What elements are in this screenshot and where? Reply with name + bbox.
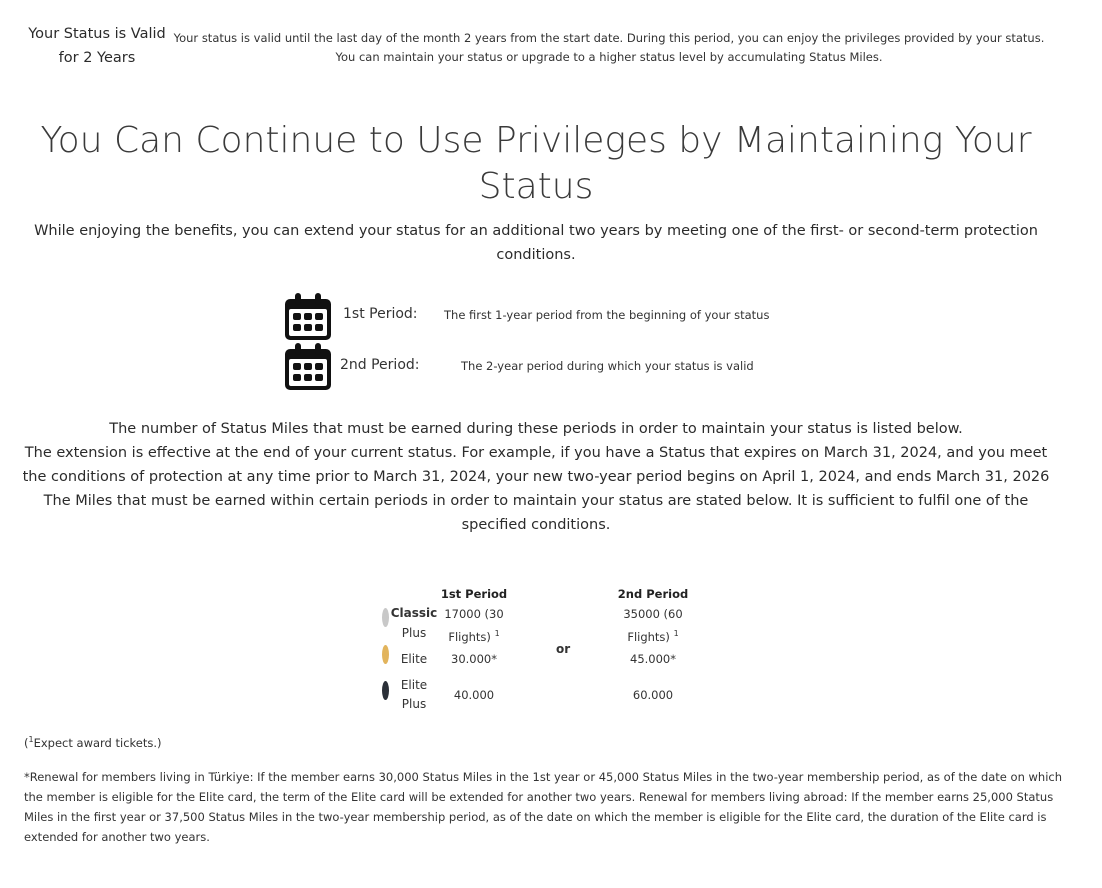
calendar-icon <box>282 292 334 342</box>
elite-plus-1st-period-value: 40.000 <box>453 688 495 702</box>
elite-plus-2nd-period-value: 60.000 <box>632 688 674 702</box>
renewal-footnote: *Renewal for members living in Türkiye: If the member earns 30,000 Status Miles in the 1st year or 45,000 Status Miles in the two-year membership period, as of the date on which the member is eligible for the Elite card, the term of the Elite card will be extended for another two years. Renewal for members living abroad: If the member earns 25,000 Status Miles in the first year or 37,500 Status Miles in the two-year membership period, as of the date on which the member is eligible for the Elite card, the duration of the Elite card is extended for another two years. <box>24 770 1063 844</box>
tier-name-elite: Elite <box>400 652 428 666</box>
calendar-icon <box>282 342 334 392</box>
elite-2nd-period-value: 45.000* <box>630 652 676 666</box>
tier-name-elite-plus: Elite Plus <box>400 678 428 711</box>
elite-1st-period-value: 30.000* <box>451 652 497 666</box>
award-ticket-note: ($^1$Expect award tickets.) <box>24 735 162 750</box>
period-1-description: The first 1-year period from the beginning of your status <box>444 308 770 322</box>
explanation-paragraph: The number of Status Miles that must be earned during these periods in order to maintain your status is listed below. <box>109 421 963 437</box>
status-validity-description: Your status is valid until the last day of the month 2 years from the start date. During this period, you can enjoy the privileges provided by your status. You can maintain your status or upgrade to a higher status level by accumulating Status Miles. <box>173 31 1045 64</box>
table-header-1st-period: 1st Period <box>440 587 508 601</box>
explanation-paragraph: The extension is effective at the end of your current status. For example, if you have a Status that expires on March 31, 2024, and you meet the conditions of protection at any time prior to March 31, 2024, your new two-year period begins on April 1, 2024, and ends March 31, 2026 <box>22 445 1050 485</box>
period-2-description: The 2-year period during which your status is valid <box>461 359 754 373</box>
explanation-paragraph: The Miles that must be earned within certain periods in order to maintain your status are stated below. It is sufficient to fulfil one of the specified conditions. <box>43 493 1029 533</box>
page-subtitle: While enjoying the benefits, you can extend your status for an additional two years by meeting one of the first- or second-term protection conditions. <box>34 223 1038 263</box>
classic-plus-2nd-period-value: 35000 (60 Flights) $^1$ <box>623 607 683 644</box>
elite-plus-tier-dot <box>382 681 389 700</box>
classic-plus-1st-period-value: 17000 (30 Flights) $^1$ <box>444 607 504 644</box>
status-validity-title: Your Status is Valid for 2 Years <box>28 26 166 66</box>
period-1-label: 1st Period: <box>343 306 418 322</box>
tier-name-classic-plus: Classic Plus <box>390 606 438 640</box>
table-header-2nd-period: 2nd Period <box>617 587 689 601</box>
period-2-label: 2nd Period: <box>340 357 420 373</box>
page-title: You Can Continue to Use Privileges by Maintaining Your Status <box>40 120 1032 207</box>
or-label: or <box>556 642 571 656</box>
elite-tier-dot <box>382 645 389 664</box>
explanation-text <box>20 417 1052 537</box>
classic-plus-tier-dot <box>382 608 389 627</box>
